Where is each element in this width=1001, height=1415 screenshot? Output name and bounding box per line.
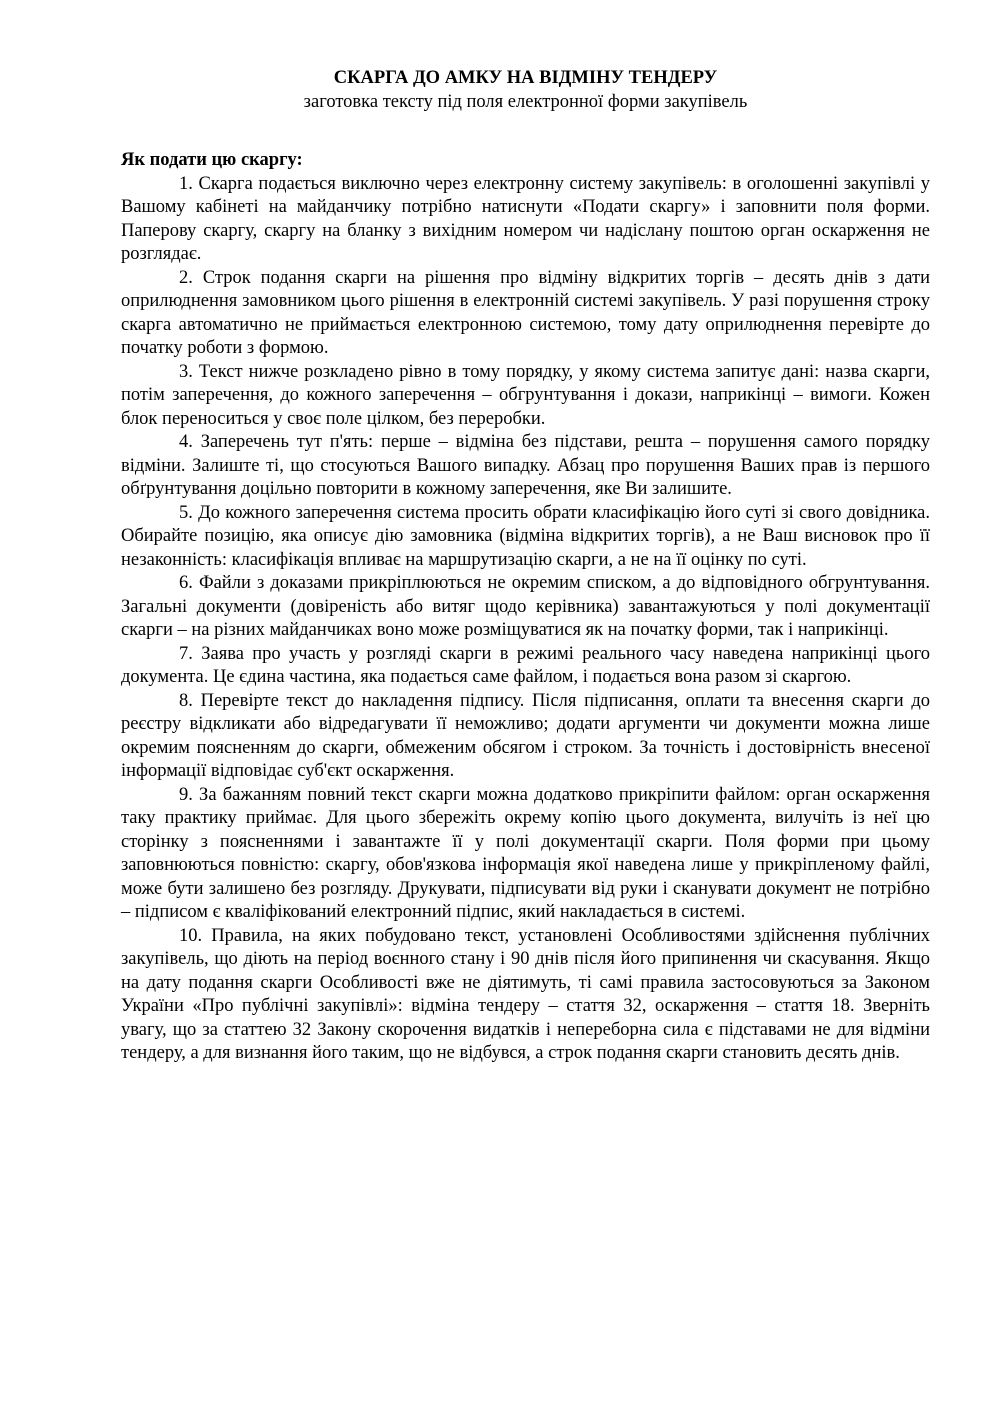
section-heading: Як подати цю скаргу: — [121, 150, 303, 170]
instruction-paragraph-8: 8. Перевірте текст до накладення підпису. Після підписання, оплати та внесення скарги до реєстру відкликати або відредагувати її неможливо; додати аргументи чи документи можна лише окремим поясненням до скарги, обмеженим обсягом і строком. За точність і достовірність внесеної інформації відповідає суб'єкт оскарження. — [121, 690, 930, 781]
instruction-paragraph-6: 6. Файли з доказами прикріплюються не окремим списком, а до відповідного обгрунтування. Загальні документи (довіреність або витяг щодо керівника) завантажуються у полі документації скарги – на різних майданчиках воно може розміщуватися як на початку форми, так і наприкінці. — [121, 573, 930, 640]
document-page — [121, 66, 930, 1066]
instruction-paragraph-9: 9. За бажанням повний текст скарги можна додатково прикріпити файлом: орган оскарження таку практику приймає. Для цього збережіть окрему копію цього документа, вилучіть із неї цю сторінку з поясненнями і завантажте її у полі документації скарги. Поля форми при цьому заповнюються повністю: скаргу, обов'язкова інформація якої наведена лише у прикріпленому файлі, може бути залишено без розгляду. Друкувати, підписувати від руки і сканувати документ не потрібно – підписом є кваліфікований електронний підпис, який накладається в системі. — [121, 784, 930, 922]
document-title: СКАРГА ДО АМКУ НА ВІДМІНУ ТЕНДЕРУ — [333, 68, 718, 88]
instruction-paragraph-4: 4. Заперечень тут п'ять: перше – відміна без підстави, решта – порушення самого порядку відміни. Залиште ті, що стосуються Вашого випадку. Абзац про порушення Ваших прав із першого обґрунтування доцільно повторити в кожному заперечення, яке Ви залишите. — [121, 432, 930, 499]
instruction-paragraph-5: 5. До кожного заперечення система просить обрати класифікацію його суті зі свого довідника. Обирайте позицію, яка описує дію замовника (відміна відкритих торгів), а не Ваш висновок про її незаконність: класифікація впливає на маршрутизацію скарги, а не на її оцінку по суті. — [121, 502, 930, 570]
instruction-paragraph-10: 10. Правила, на яких побудовано текст, установлені Особливостями здійснення публічних закупівель, що діють на період воєнного стану і 90 днів після його припинення чи скасування. Якщо на дату подання скарги Особливості вже не діятимуть, ті самі правила застосовуються за Законом України «Про публічні закупівлі»: відміна тендеру – стаття 32, оскарження – стаття 18. Зверніть увагу, що за статтею 32 Закону скорочення видатків і непереборна сила є підставами не для відміни тендеру, а для визнання його таким, що не відбувся, а строк подання скарги становить десять днів. — [121, 925, 930, 1063]
instruction-paragraph-7: 7. Заява про участь у розгляді скарги в режимі реального часу наведена наприкінці цього документа. Це єдина частина, яка подається саме файлом, і подається вона разом зі скаргою. — [121, 643, 930, 687]
instruction-paragraph-2: 2. Строк подання скарги на рішення про відміну відкритих торгів – десять днів з дати оприлюднення замовником цього рішення в електронній системі закупівель. У разі порушення строку скарга автоматично не приймається електронною системою, тому дату оприлюднення перевірте до початку роботи з формою. — [121, 267, 930, 358]
instruction-paragraph-1: 1. Скарга подається виключно через електронну систему закупівель: в оголошенні закупівлі у Вашому кабінеті на майданчику потрібно натиснути «Подати скаргу» і заповнити поля форми. Паперову скаргу, скаргу на бланку з вихідним номером чи надіслану поштою орган оскарження не розглядає. — [121, 173, 930, 264]
document-subtitle: заготовка тексту під поля електронної форми закупівель — [303, 92, 748, 112]
instruction-paragraph-3: 3. Текст нижче розкладено рівно в тому порядку, у якому система запитує дані: назва скарги, потім заперечення, до кожного заперечення – обгрунтування і докази, наприкінці – вимоги. Кожен блок переноситься у своє поле цілком, без переробки. — [121, 361, 930, 429]
